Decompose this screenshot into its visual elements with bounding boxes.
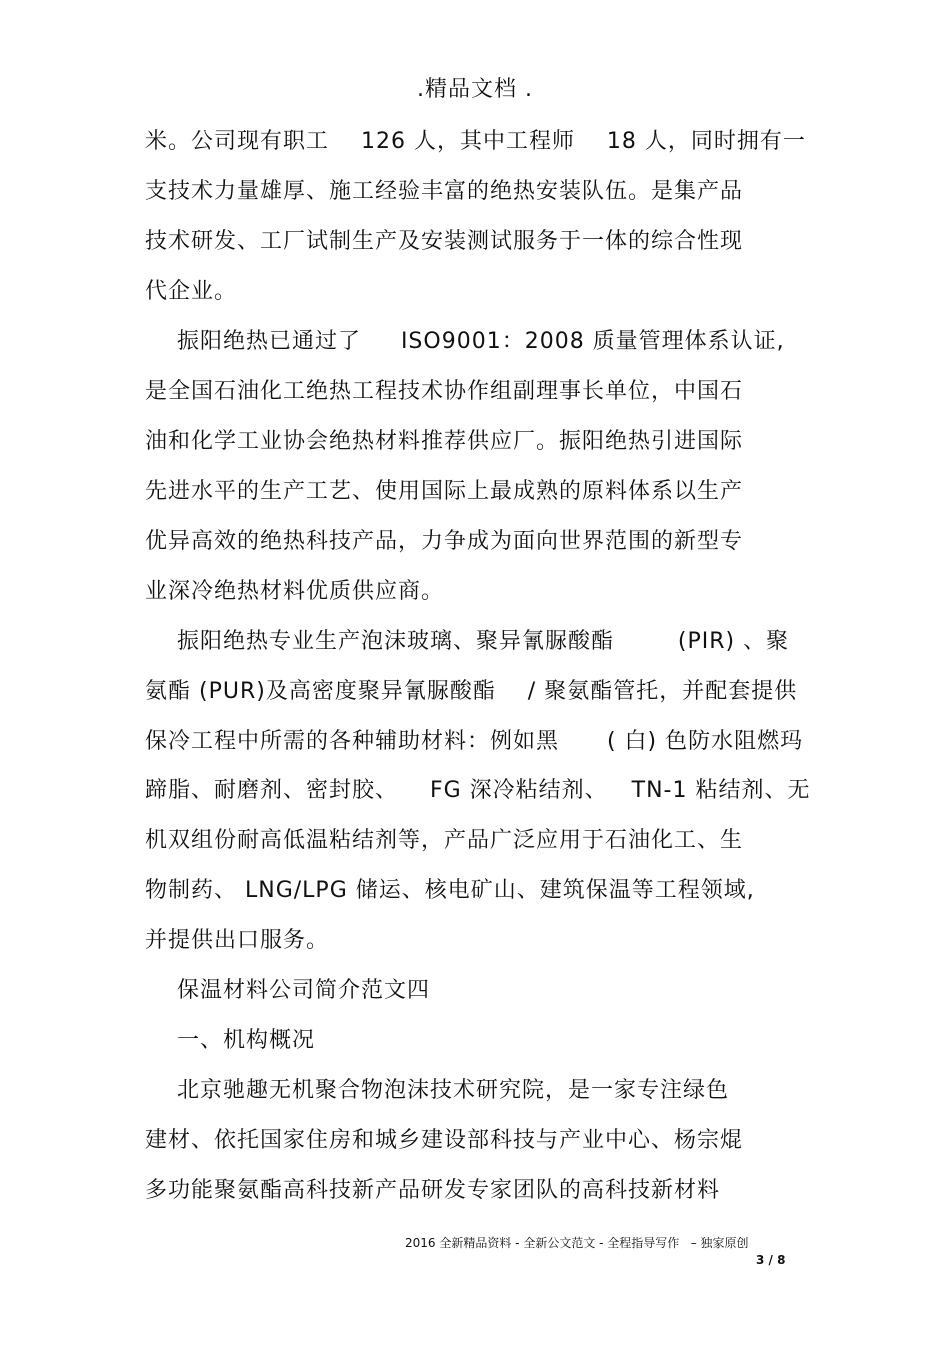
text-line: 氨酯 (PUR)及高密度聚异氰脲酸酯 / 聚氨酯管托，并配套提供 (145, 679, 798, 704)
text-line: 建材、依托国家住房和城乡建设部科技与产业中心、杨宗焜 (145, 1128, 744, 1153)
text-line: 业深冷绝热材料优质供应商。 (145, 579, 445, 604)
text-line: 代企业。 (145, 279, 238, 304)
page-header: .精品文档 . (417, 77, 533, 102)
text-line: 支技术力量雄厚、施工经验丰富的绝热安装队伍。是集产品 (145, 179, 744, 204)
text-line: 并提供出口服务。 (145, 928, 330, 953)
text-line: 振阳绝热专业生产泡沫玻璃、聚异氰脲酸酯 (PIR) 、聚 (145, 629, 790, 654)
text-line: 蹄脂、耐磨剂、密封胶、 FG 深冷粘结剂、 TN-1 粘结剂、无 (145, 778, 811, 803)
text-line: 北京驰趣无机聚合物泡沫技术研究院，是一家专注绿色 (145, 1078, 729, 1103)
text-line: 物制药、 LNG/LPG 储运、核电矿山、建筑保温等工程领域, (145, 878, 755, 903)
text-line: 保冷工程中所需的各种辅助材料：例如黑 ( 白) 色防水阻燃玛 (145, 729, 804, 754)
page-footer: 2016 全新精品资料 - 全新公文范文 - 全程指导写作 – 独家原创 (405, 1236, 749, 1250)
section-heading: 保温材料公司简介范文四 (145, 978, 430, 1003)
text-line: 是全国石油化工绝热工程技术协作组副理事长单位，中国石 (145, 379, 744, 404)
text-line: 技术研发、工厂试制生产及安装测试服务于一体的综合性现 (145, 229, 744, 254)
text-line: 机双组份耐高低温粘结剂等，产品广泛应用于石油化工、生 (145, 828, 744, 853)
subsection-heading: 一、机构概况 (145, 1028, 315, 1053)
page-number: 3 / 8 (756, 1253, 786, 1267)
text-line: 振阳绝热已通过了 ISO9001：2008 质量管理体系认证, (145, 329, 785, 354)
text-line: 先进水平的生产工艺、使用国际上最成熟的原料体系以生产 (145, 479, 744, 504)
text-line: 米。公司现有职工 126 人，其中工程师 18 人，同时拥有一 (145, 129, 806, 154)
text-line: 多功能聚氨酯高科技新产品研发专家团队的高科技新材料 (145, 1178, 721, 1203)
text-line: 优异高效的绝热科技产品，力争成为面向世界范围的新型专 (145, 529, 744, 554)
text-line: 油和化学工业协会绝热材料推荐供应厂。振阳绝热引进国际 (145, 429, 744, 454)
